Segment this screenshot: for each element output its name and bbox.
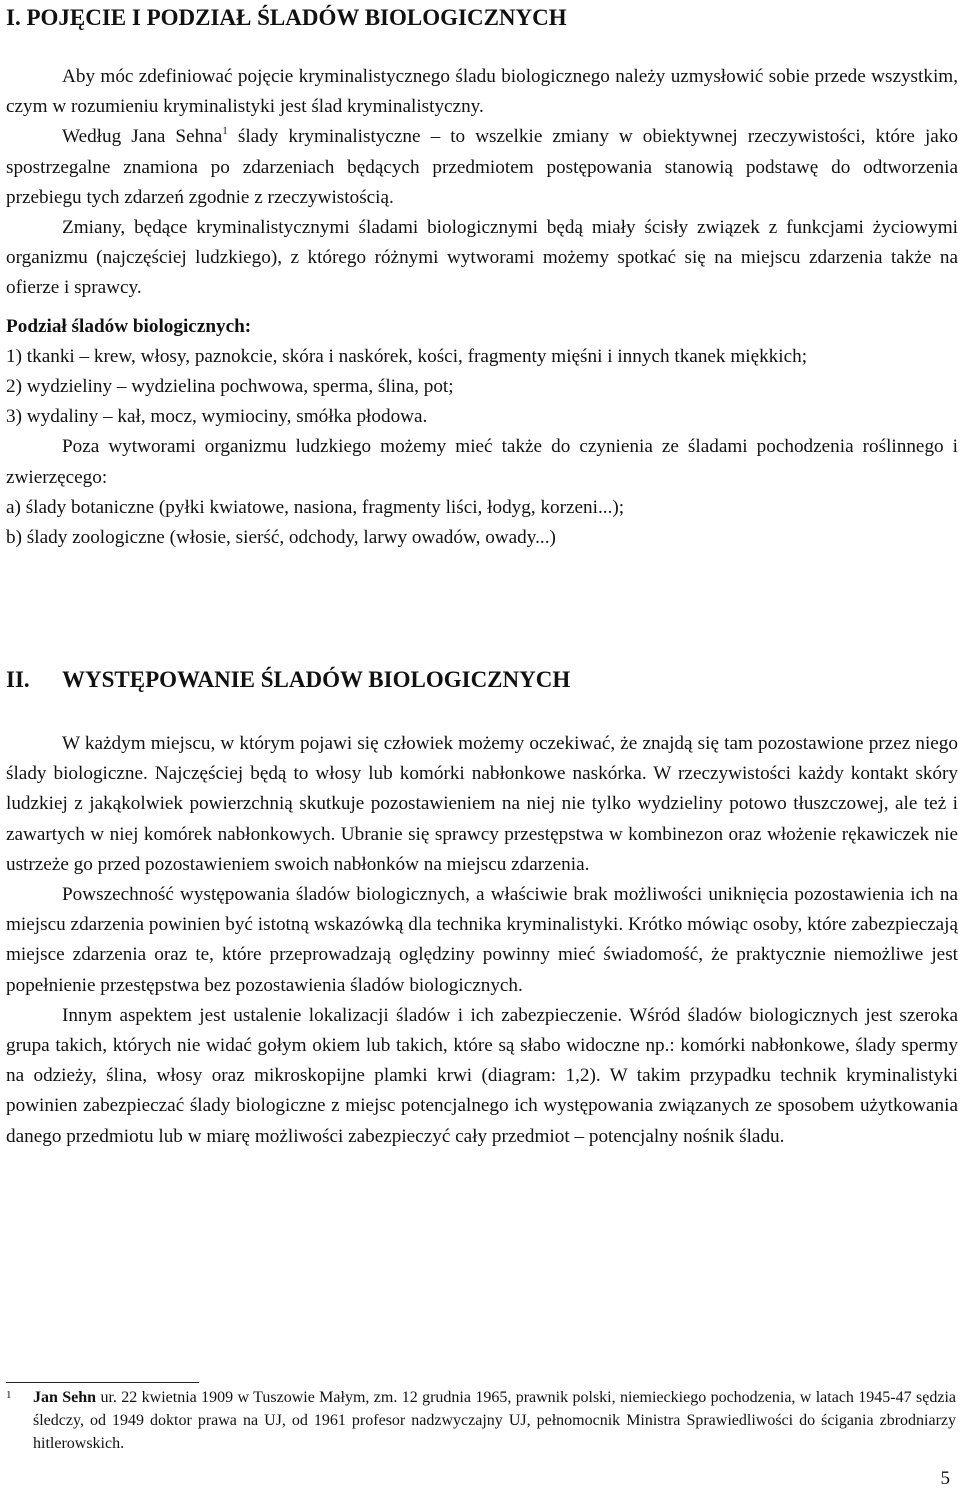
list-item-botanical: a) ślady botaniczne (pyłki kwiatowe, nasiona, fragmenty liści, łodyg, korzeni...); (6, 496, 625, 518)
sehn-text-end: ślady kryminalistyczne – to wszelkie zmiany w obiektywnej rzeczywistości, które jako spostrzegalne znamiona po zdarzeniach będących przedmiotem postępowania stanowią podstawę do odtworzenia przebiegu tych zdarzeń zgodnie z rzeczywistością. (6, 126, 959, 208)
section-1-body (6, 62, 958, 553)
subheading-division: Podział śladów biologicznych: (6, 315, 252, 337)
list-item-zoological: b) ślady zoologiczne (włosie, sierść, odchody, larwy owadów, owady...) (6, 527, 556, 549)
section-2-heading (6, 665, 570, 695)
footnote-reference: 1 (222, 125, 228, 138)
list-item-tissues: 1) tkanki – krew, włosy, paznokcie, skóra i naskórek, kości, fragmenty mięśni i innych tkanek miękkich; (6, 345, 808, 367)
list-item-excretions: 3) wydaliny – kał, mocz, wymiociny, smółka płodowa. (6, 406, 428, 428)
section-1-heading: I. POJĘCIE I PODZIAŁ ŚLADÓW BIOLOGICZNYCH (6, 5, 567, 30)
paragraph-plant-animal-origin: Poza wytworami organizmu ludzkiego możemy mieć także do czynienia ze śladami pochodzenia roślinnego i zwierzęcego: (6, 436, 958, 488)
paragraph-definition-intro: Aby móc zdefiniować pojęcie kryminalistycznego śladu biologicznego należy uzmysłowić sobie przede wszystkim, czym w rozumieniu kryminalistyki jest ślad kryminalistyczny. (6, 66, 958, 118)
footnote-name: Jan Sehn (33, 1389, 97, 1406)
footnote-separator (6, 1382, 199, 1383)
paragraph-ubiquity: Powszechność występowania śladów biologicznych, a właściwie brak możliwości uniknięcia pozostawienia ich na miejscu zdarzenia powinien być istotną wskazówką dla technika kryminalistyki. Krótko mówiąc osoby, które zabezpieczają miejsce zdarzenia oraz te, które przeprowadzają oględziny powinny mieć świadomość, że praktycznie niemożliwe jest popełnienie przestępstwa bez pozostawienia śladów biologicznych. (6, 884, 958, 996)
section-2-body (6, 729, 958, 1152)
section-2-number: II. (6, 667, 30, 692)
list-item-secretions: 2) wydzieliny – wydzielina pochwowa, sperma, ślina, pot; (6, 376, 454, 398)
footnote-mark: 1 (6, 1389, 12, 1401)
section-2-title: WYSTĘPOWANIE ŚLADÓW BIOLOGICZNYCH (62, 667, 571, 692)
paragraph-biological-changes: Zmiany, będące kryminalistycznymi śladami biologicznymi będą miały ścisły związek z funkcjami życiowymi organizmu (najczęściej ludzkiego), z którego różnymi wytworami możemy spotkać się na miejscu zdarzenia także na ofierze i sprawcy. (6, 217, 958, 299)
paragraph-localization: Innym aspektem jest ustalenie lokalizacji śladów i ich zabezpieczenie. Wśród śladów biologicznych jest szeroka grupa takich, których nie widać gołym okiem lub takich, które są słabo widoczne np.: komórki nabłonkowe, ślady spermy na odzieży, ślina, włosy oraz mikroskopijne plamki krwi (diagram: 1,2). W takim przypadku technik kryminalistyki powinien zabezpieczać ślady biologiczne z miejsc potencjalnego ich występowania związanych ze sposobem użytkowania danego przedmiotu lub w miarę możliwości zabezpieczyć cały przedmiot – potencjalny nośnik śladu. (6, 1004, 958, 1147)
footnote (6, 1386, 956, 1455)
paragraph-traces-everywhere: W każdym miejscu, w którym pojawi się człowiek możemy oczekiwać, że znajdą się tam pozostawione przez niego ślady biologiczne. Najczęściej będą to włosy lub komórki nabłonkowe naskórka. W rzeczywistości każdy kontakt skóry ludzkiej z jakąkolwiek powierzchnią skutkuje pozostawieniem na niej nie tylko wydzieliny potowo tłuszczowej, ale też i zawartych w niej komórek nabłonkowych. Ubranie się sprawcy przestępstwa w kombinezon oraz włożenie rękawiczek nie ustrzeże go przed pozostawieniem swoich nabłonków na miejscu zdarzenia. (6, 733, 958, 875)
paragraph-sehn-definition (6, 122, 958, 213)
sehn-text-start: Według Jana Sehna (62, 126, 223, 148)
footnote-text: ur. 22 kwietnia 1909 w Tuszowie Małym, zm. 12 grudnia 1965, prawnik polski, niemieckiego pochodzenia, w latach 1945-47 sędzia śledczy, od 1949 doktor prawa na UJ, od 1961 profesor nadzwyczajny UJ, pełnomocnik Ministra Sprawiedliwości do ścigania zbrodniarzy hitlerowskich. (33, 1389, 956, 1452)
page-number: 5 (940, 1468, 950, 1489)
